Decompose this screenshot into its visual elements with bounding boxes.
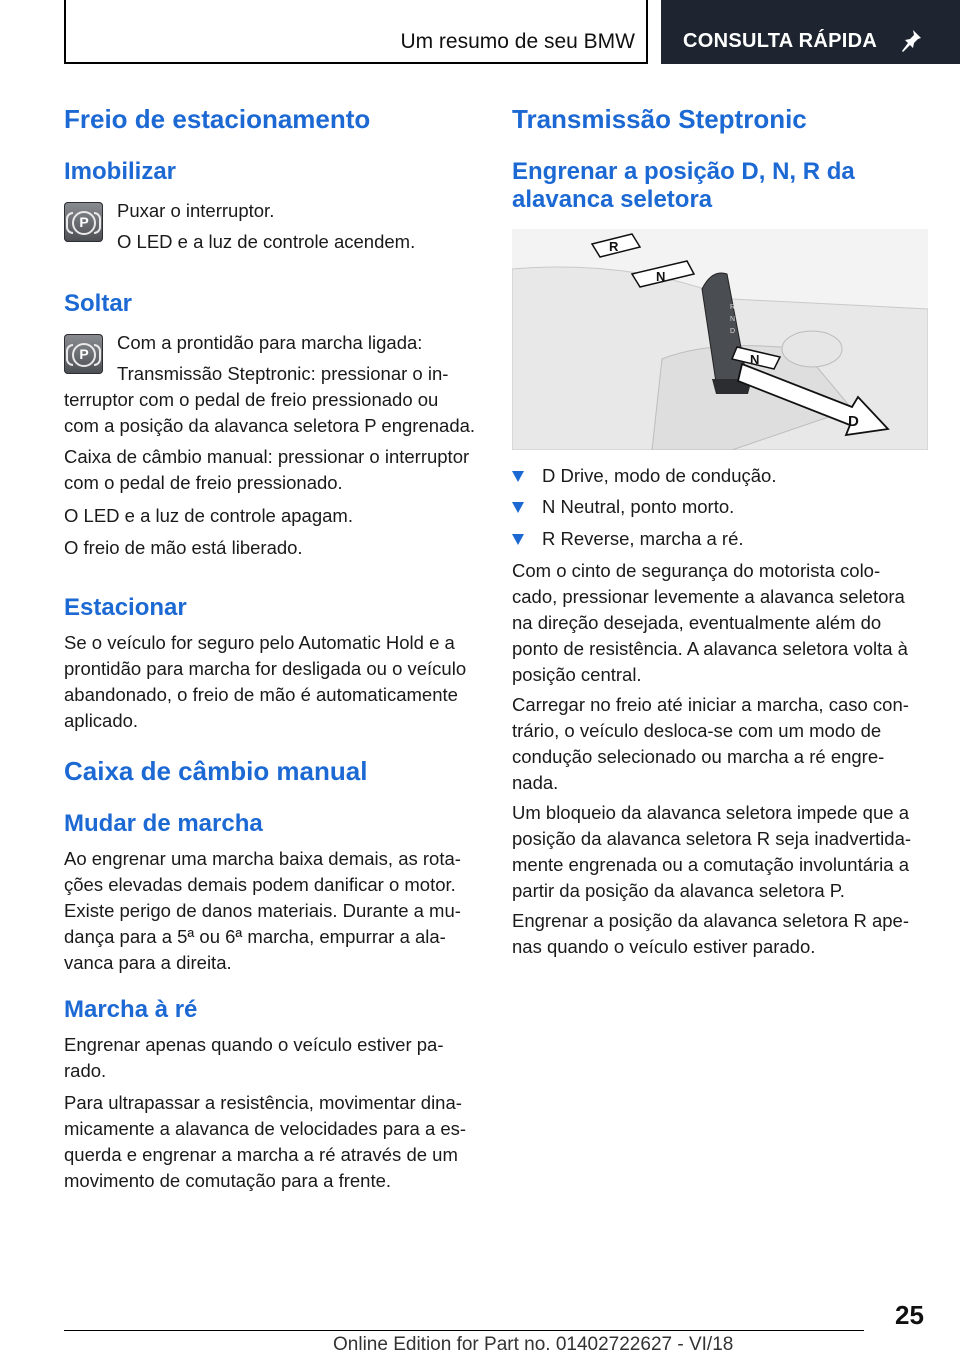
r-para1-line-4: ponto de resistência. A alavanca seletora volta à <box>512 638 908 659</box>
reverse-line-5: querda e engrenar a marcha a ré através de um <box>64 1144 458 1165</box>
heading-parking-brake: Freio de estacionamento <box>64 104 371 134</box>
r-para1-line-3: na direção desejada, eventualmente além do <box>512 612 882 633</box>
heading-engage-line-1: Engrenar a posição D, N, R da <box>512 158 855 185</box>
label-r: R <box>609 239 619 254</box>
edition-text: Online Edition for Part no. 01402722627 - VI/18 <box>333 1334 734 1355</box>
park-line-3: abandonado, o freio de mão é automaticamente <box>64 684 458 705</box>
page-number: 25 <box>895 1300 924 1330</box>
heading-engage-line-2: alavanca seletora <box>512 186 713 213</box>
r-para3-line-3: mente engrenada ou a comutação involuntária a <box>512 854 909 875</box>
release-manual-line-2: com o pedal de freio pressionado. <box>64 472 343 493</box>
parking-brake-icon: P <box>64 334 103 374</box>
bullet-triangle-icon <box>512 534 524 545</box>
reverse-line-3: Para ultrapassar a resistência, movimentar dina- <box>64 1092 462 1113</box>
r-para3-line-2: posição da alavanca seletora R seja inadvertida- <box>512 828 912 849</box>
release-steptronic-line-3: com a posição da alavanca seletora P engrenada. <box>64 415 476 436</box>
r-para2-line-2: trário, o veículo desloca-se com um modo de <box>512 720 882 741</box>
gear-selector-drawing <box>512 229 928 450</box>
bullet-triangle-icon <box>512 471 524 482</box>
bullet-triangle-icon <box>512 502 524 513</box>
r-para2-line-1: Carregar no freio até iniciar a marcha, caso con- <box>512 694 909 715</box>
reverse-line-2: rado. <box>64 1060 107 1081</box>
r-para1-line-5: posição central. <box>512 664 642 685</box>
gear-selector-illustration <box>512 229 928 450</box>
section-title: Um resumo de seu BMW <box>400 30 635 53</box>
r-para3-line-1: Um bloqueio da alavanca seletora impede que a <box>512 802 909 823</box>
footer-divider <box>64 1330 864 1331</box>
parking-brake-icon: P <box>64 202 103 242</box>
shift-line-1: Ao engrenar uma marcha baixa demais, as rota- <box>64 848 461 869</box>
r-para2-line-3: condução selecionado ou marcha a ré engre- <box>512 746 885 767</box>
heading-immobilize: Imobilizar <box>64 158 177 185</box>
chapter-tab[interactable] <box>661 0 960 64</box>
heading-reverse: Marcha à ré <box>64 996 198 1023</box>
release-steptronic-line-2: terruptor com o pedal de freio pressionado ou <box>64 389 439 410</box>
shift-line-4: dança para a 5ª ou 6ª marcha, empurrar a ala- <box>64 926 446 947</box>
svg-text:R: R <box>730 304 736 311</box>
heading-shift-gear: Mudar de marcha <box>64 810 263 837</box>
release-led-text: O LED e a luz de controle apagam. <box>64 505 353 526</box>
release-line-1: Com a prontidão para marcha ligada: <box>117 332 423 353</box>
release-brake-text: O freio de mão está liberado. <box>64 537 303 558</box>
r-para4-line-2: nas quando o veículo estiver parado. <box>512 936 816 957</box>
shift-line-5: vanca para a direita. <box>64 952 232 973</box>
reverse-line-6: movimento de comutação para a frente. <box>64 1170 392 1191</box>
heading-steptronic: Transmissão Steptronic <box>512 104 807 134</box>
shift-line-3: Existe perigo de danos materiais. Durante a mu- <box>64 900 461 921</box>
reverse-line-4: micamente a alavanca de velocidades para a es- <box>64 1118 467 1139</box>
immobilize-line-1: Puxar o interruptor. <box>117 200 275 221</box>
header-divider-left <box>64 0 66 64</box>
r-para2-line-4: nada. <box>512 772 559 793</box>
label-d: D <box>848 413 859 430</box>
reverse-line-1: Engrenar apenas quando o veículo estiver pa- <box>64 1034 444 1055</box>
r-para1-line-1: Com o cinto de segurança do motorista colo- <box>512 560 881 581</box>
r-para3-line-4: partir da posição da alavanca seletora P. <box>512 880 845 901</box>
r-para4-line-1: Engrenar a posição da alavanca seletora R ape- <box>512 910 909 931</box>
svg-text:N: N <box>730 316 736 323</box>
release-steptronic-line-1: Transmissão Steptronic: pressionar o in- <box>117 363 449 384</box>
park-line-1: Se o veículo for seguro pelo Automatic Hold e a <box>64 632 455 653</box>
header-divider-mid <box>646 0 648 64</box>
heading-release: Soltar <box>64 290 133 317</box>
label-n-upper: N <box>656 269 666 284</box>
r-para1-line-2: cado, pressionar levemente a alavanca seletora <box>512 586 905 607</box>
svg-text:D: D <box>730 328 736 335</box>
header-underline <box>64 62 648 64</box>
park-line-2: prontidão para marcha for desligada ou o veículo <box>64 658 467 679</box>
heading-park: Estacionar <box>64 594 187 621</box>
shift-line-2: ções elevadas demais podem danificar o motor. <box>64 874 456 895</box>
heading-manual-gearbox: Caixa de câmbio manual <box>64 756 368 786</box>
chapter-label: CONSULTA RÁPIDA <box>683 30 878 52</box>
release-manual-line-1: Caixa de câmbio manual: pressionar o interruptor <box>64 446 470 467</box>
label-n-lower: N <box>750 352 760 367</box>
park-line-4: aplicado. <box>64 710 139 731</box>
immobilize-line-2: O LED e a luz de controle acendem. <box>117 231 416 252</box>
pin-icon <box>899 28 923 52</box>
